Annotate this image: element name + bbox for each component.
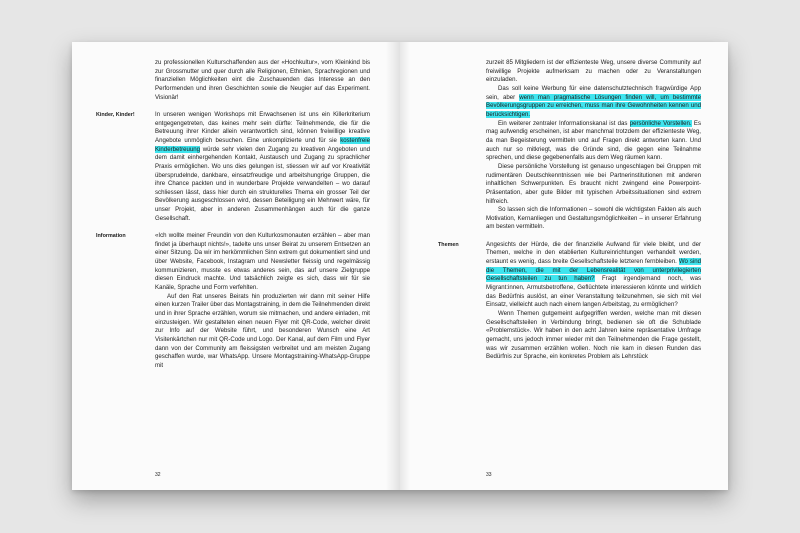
paragraph (486, 310, 701, 362)
section-label: Information (96, 233, 126, 239)
page-number-right: 33 (486, 472, 492, 478)
gutter-shadow (400, 42, 410, 490)
body-text: Auf den Rat unseres Beirats hin produzierten wir dann mit seiner Hilfe einen kurzen Trailer über das Montagstraining, in dem die Teilnehmenden direkt und in ihrer Sprache erzählen, worum sie mitmachen, und andere einladen, mit einzusteigen. Wir gestalteten einen neuen Flyer mit QR-Code, welcher direkt zur Info auf der Website führt, und besonderen Wunsch eine Art Visitenkärtchen nur mit QR-Code und Logo. Der Kanal, auf dem Film und Flyer dann von der Community am fleissigsten verbreitet und am meisten Zugang geschaffen wurde, war WhatsApp. Unsere Montagstraining-WhatsApp-Gruppe mit (155, 292, 370, 369)
body-text: Ein weiterer zentraler Informationskanal ist das (498, 119, 630, 127)
book-spread (72, 42, 728, 490)
body-text: Das soll keine Werbung für eine datenschutztechnisch fragwürdige App sein, aber (486, 84, 701, 101)
left-page (72, 42, 400, 490)
body-text: zurzeit 85 Mitgliedern ist der effizienteste Weg, unsere diverse Community auf freiwillige Projekte aufmerksam zu machen oder zu Veranstaltungen einzuladen. (486, 59, 701, 84)
body-text: «Ich wollte meiner Freundin von den Kulturkosmonauten erzählen – aber man findet ja überhaupt nichts!», tadelte uns unser Beirat zu unserem Entsetzen an einer Sitzung. Da wir im herkömmlichen Sinn extrem gut dokumentiert sind und über Website, Facebook, Instagram und Newsletter fleissig und regelmässig kommunizieren, musste es etwas anderes sein, das auf unsere Zielgruppe diesen Eindruck machte. Und tatsächlich zeigte es sich, dass wir für sie Kanäle, Sprache und Form verfehlten. (155, 232, 370, 292)
highlighted-text: persönliche Vorstellen. (629, 119, 692, 127)
body-text: Diese persönliche Vorstellung ist genauso ungeschlagen bei Gruppen mit rudimentären Deutschkenntnissen wie bei Partnerinstitutionen mit anderen inhaltlichen Schwerpunkten. Es braucht nicht zwingend eine Powerpoint-Präsentation, aber gute Bilder mit typischen Arbeitssituationen sind extrem hilfreich. (486, 162, 701, 205)
gutter-shadow (386, 42, 400, 490)
highlighted-text: Wo sind die Themen, die mit der Lebensrealität von unterprivilegierten Gesellschaftsteilen zu tun haben? (486, 258, 701, 283)
highlighted-text: kostenfreie Kinderbetreuung (155, 136, 370, 153)
body-text: Wenn Themen gutgemeint aufgegriffen werden, welche man mit diesen Gesellschaftsteilen in Verbindung bringt, bedienen sie oft die Schublade «Problemstück». Wir haben in den acht Jahren keine repräsentative Umfrage gemacht, uns jedoch immer wieder mit den Teilnehmenden die Frage gestellt, was wir zusammen erzählen wollen. Noch nie kam in diesen Runden das Bedürfnis zur Sprache, ein konkretes Problem als Lehrstück (486, 310, 701, 361)
paragraph (486, 120, 701, 163)
section-label: Themen (438, 242, 459, 248)
body-text: zu professionellen Kulturschaffenden aus der «Hochkultur», vom Kleinkind bis zur Grossmutter und quer durch alle Religionen, Ethnien, Sprachregionen und finanziellen Möglichkeiten eint die Zuschauenden das Interesse an den Performenden und ihren Geschichten sowie die Neugier auf das Experiment. Visionär! (155, 59, 370, 101)
paragraph (155, 111, 370, 224)
body-text: So lassen sich die Informationen – sowohl die wichtigsten Fakten als auch Motivation, Kernanliegen und Gestaltungsmöglichkeiten – in unserer Erfahrung am besten vermitteln. (486, 206, 701, 231)
body-text: In unseren wenigen Workshops mit Erwachsenen ist uns ein Killerkriterium entgegengetreten, das keines mehr sein dürfte: Teilnehmende, die für die Betreuung ihrer Kinder allein verantwortlich sind, können freiwillige kreative Angebote unmöglich besuchen. Eine unkomplizierte und für sie (155, 110, 370, 144)
right-page-body (486, 59, 701, 362)
paragraph (486, 85, 701, 120)
highlighted-text: wenn man pragmatische Lösungen finden will, um bestimmte Bevölkerungsgruppen zu erreichen, muss man ihre Gewohnheiten kennen und berücksichtigen. (486, 93, 701, 118)
paragraph (486, 206, 701, 232)
paragraph (155, 293, 370, 371)
right-page (400, 42, 728, 490)
body-text: Es mag aufwendig erscheinen, ist aber manchmal trotzdem der effizienteste Weg, da man Begeisterung vermitteln und auf Fragen direkt antworten kann. Und auch nur so mitkriegt, was die Gründe sind, die gegen eine Teilnahme sprechen, und diese gegebenenfalls aus dem Weg räumen kann. (486, 119, 701, 162)
section-label: Kinder, Kinder! (96, 112, 135, 118)
left-page-body (155, 59, 370, 371)
paragraph (486, 241, 701, 310)
body-text: würde sehr vielen den Zugang zu kreativen Angeboten und dem damit einhergehenden Kontakt, Austausch und Zugang zu sprachlicher Praxis ermöglichen. Wo uns dies gelungen ist, stiessen wir auf vor Kreativität übersprudelnde, dankbare, einsatzfreudige und arbeitshungrige Gruppen, die ihre Chance packten und in wunderbare Projekte verwandelten – wo darauf schliessen lässt, dass hier durch ein strukturelles Thema ein grosser Teil der Bevölkerung ausgeschlossen wird, dessen Beteiligung ein Mehrwert wäre, für unser Projekt, aber in anderen Zusammenhängen auch für die ganze Gesellschaft. (155, 145, 370, 222)
paragraph (155, 59, 370, 102)
paragraph (155, 232, 370, 293)
paragraph (486, 59, 701, 85)
body-text: Angesichts der Hürde, die der finanzielle Aufwand für viele bleibt, und der Themen, welche in den etablierten Kultureinrichtungen verhandelt werden, erstaunt es wenig, dass breite Gesellschaftsteile letzteren fernbleiben. (486, 240, 701, 266)
paragraph (486, 163, 701, 206)
page-number-left: 32 (155, 472, 161, 478)
body-text: Fragt irgendjemand noch, was Migrant:innen, Armutsbetroffene, Geflüchtete interessieren könnte und wirklich das Bedürfnis auslöst, an einer Veranstaltung teilzunehmen, sie sich mit viel Einsatz, vielleicht auch nach einem langen Arbeitstag, zu ermöglichen? (486, 275, 702, 309)
